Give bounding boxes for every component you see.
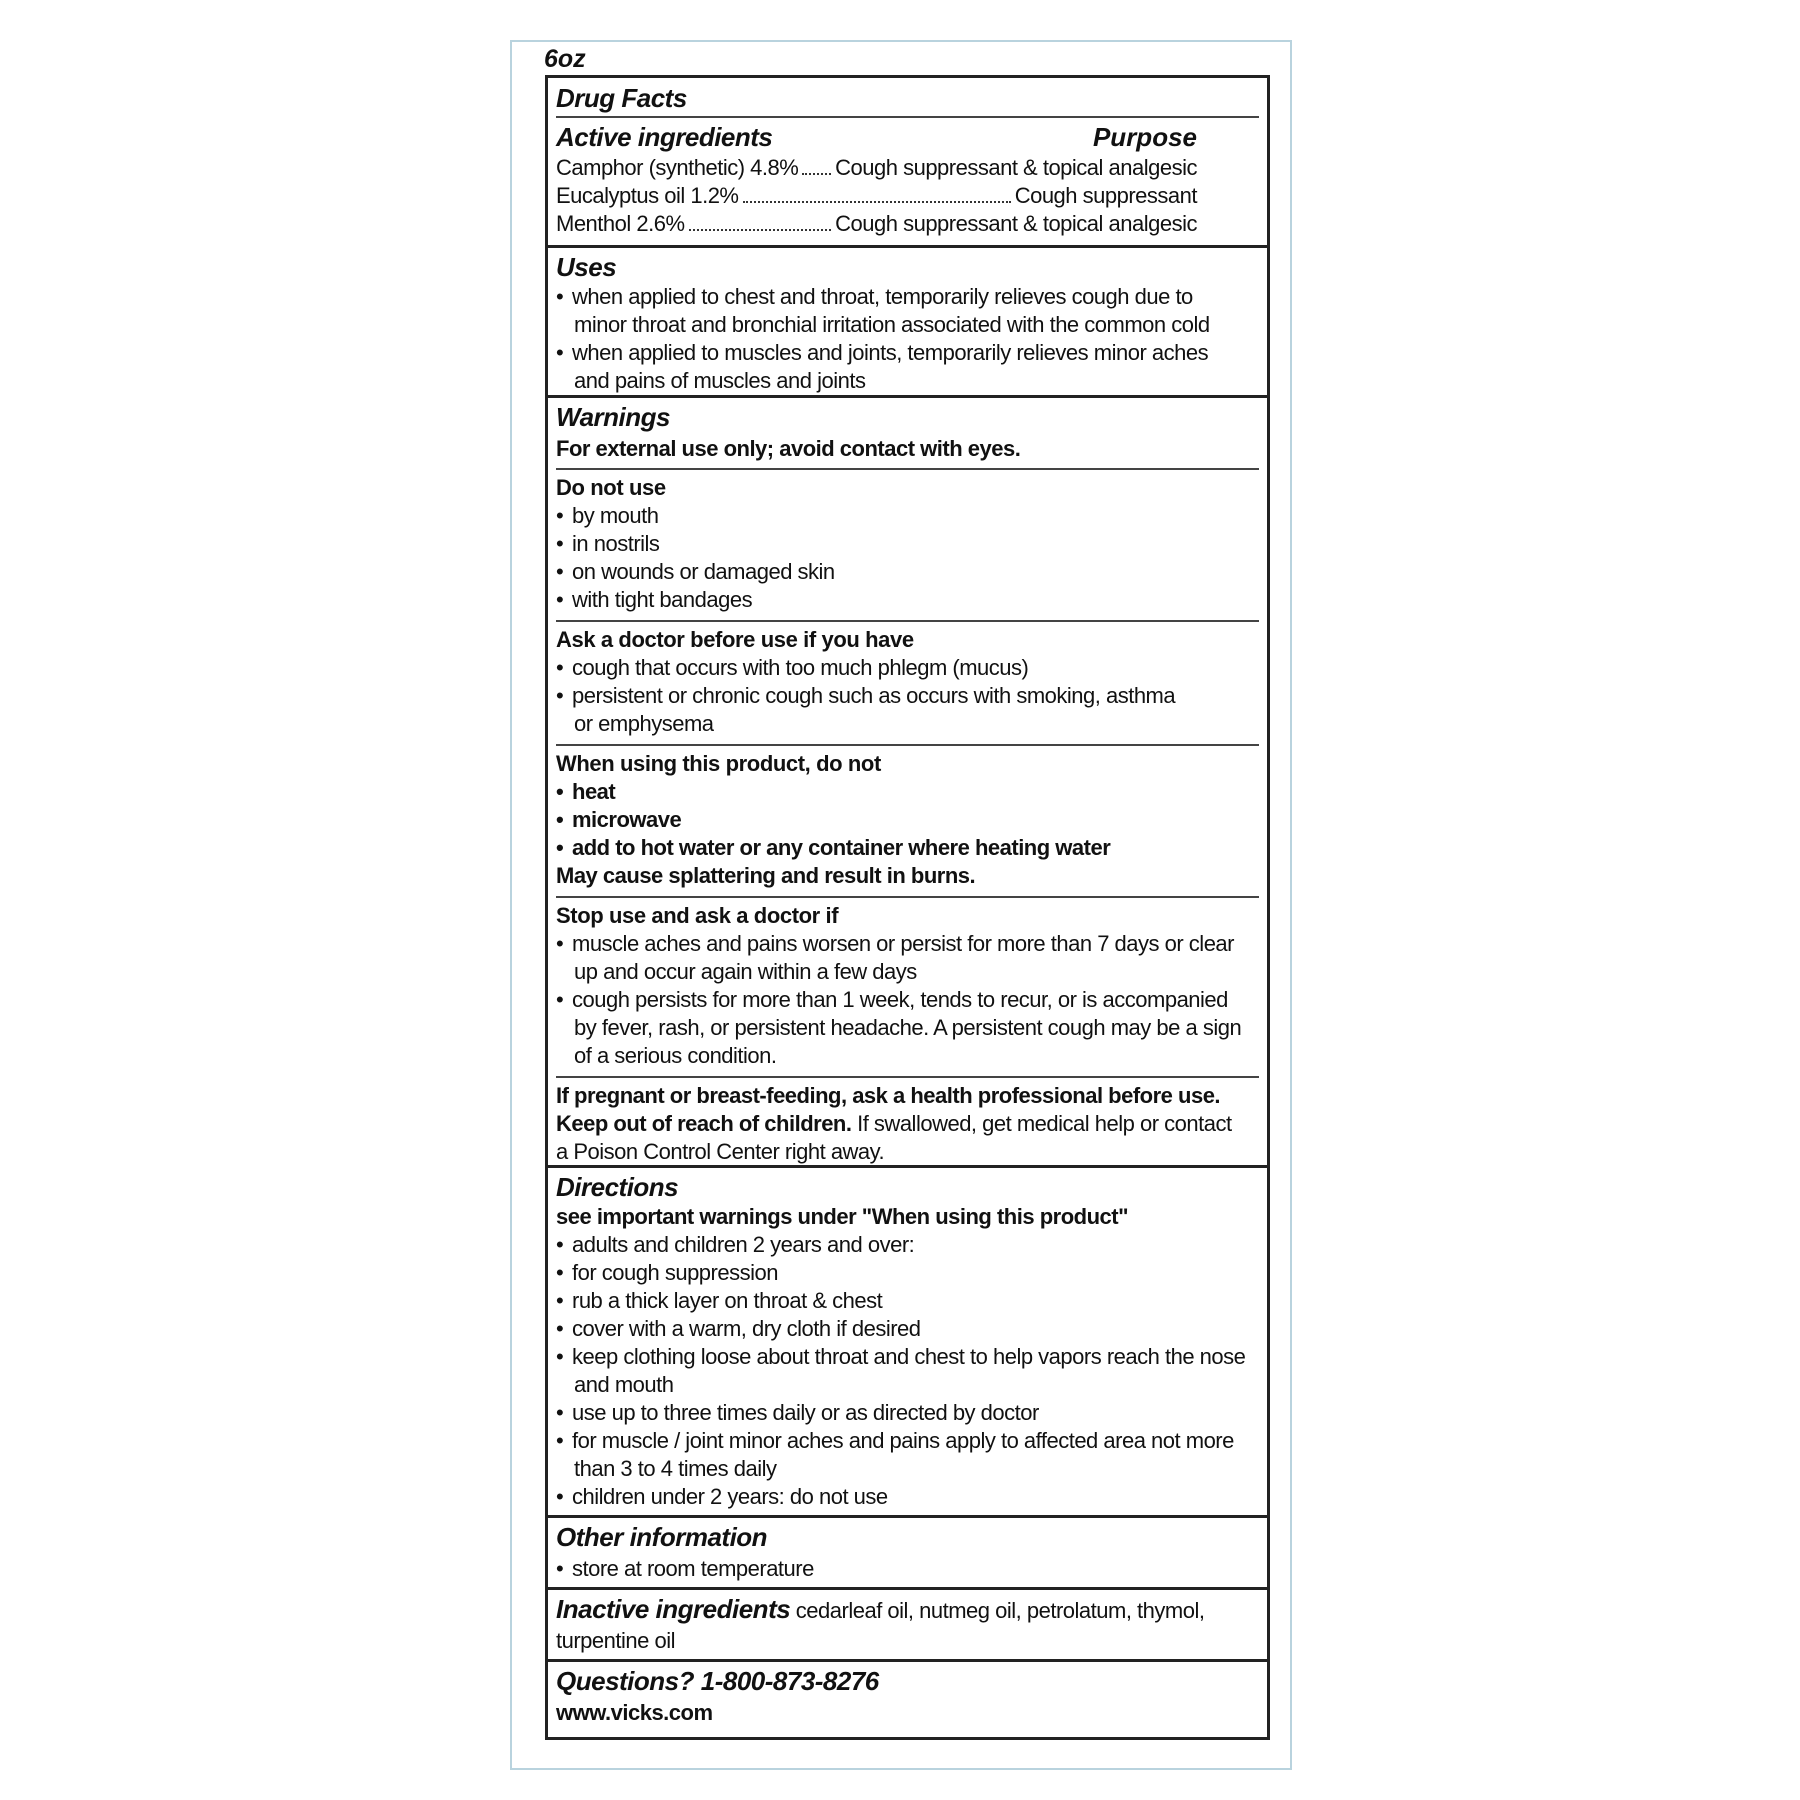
directions-item: [556, 1232, 914, 1258]
ask-doctor-text: cough that occurs with too much phlegm (mucus): [572, 655, 1029, 680]
when-using-item: [556, 779, 615, 805]
directions-text: keep clothing loose about throat and chest to help vapors reach the nose: [572, 1344, 1246, 1369]
do-not-use-item: [556, 559, 835, 585]
divider: [556, 116, 1259, 118]
do-not-use-heading: Do not use: [556, 475, 666, 500]
ingredient-purpose: Cough suppressant & topical analgesic: [835, 155, 1197, 180]
bullet-icon: •: [556, 931, 564, 956]
active-ingredients-heading: Active ingredients: [556, 122, 773, 152]
keep-out-of-reach: [556, 1111, 1232, 1137]
inactive-ingredients-continued: turpentine oil: [556, 1628, 675, 1653]
directions-text: rub a thick layer on throat & chest: [572, 1288, 883, 1313]
splatter-warning: May cause splattering and result in burns.: [556, 863, 976, 888]
stop-use-continued: by fever, rash, or persistent headache. A persistent cough may be a sign: [574, 1015, 1242, 1040]
do-not-use-item: [556, 503, 659, 529]
keep-out-bold: Keep out of reach of children.: [556, 1111, 852, 1136]
questions-section: [548, 1659, 1267, 1740]
ingredient-purpose: Cough suppressant: [1014, 183, 1197, 208]
inactive-ingredients-line: [556, 1594, 1204, 1625]
directions-text: cover with a warm, dry cloth if desired: [572, 1316, 921, 1341]
directions-subheading: see important warnings under "When using this product": [556, 1204, 1129, 1229]
directions-text: for muscle / joint minor aches and pains apply to affected area not more: [572, 1428, 1234, 1453]
keep-out-text: If swallowed, get medical help or contact: [851, 1111, 1232, 1136]
divider: [556, 1076, 1259, 1078]
bullet-icon: •: [556, 1428, 564, 1453]
directions-item: [556, 1344, 1245, 1370]
directions-text: use up to three times daily or as directed by doctor: [572, 1400, 1039, 1425]
bullet-icon: •: [556, 1556, 564, 1581]
bullet-icon: •: [556, 1288, 564, 1313]
inactive-ingredients-section: [548, 1587, 1267, 1662]
pregnancy-warning: If pregnant or breast-feeding, ask a health professional before use.: [556, 1083, 1221, 1108]
bullet-icon: •: [556, 340, 564, 365]
keep-out-continued: a Poison Control Center right away.: [556, 1139, 885, 1164]
bullet-icon: •: [556, 1344, 564, 1369]
bullet-icon: •: [556, 1484, 564, 1509]
do-not-use-item: [556, 531, 659, 557]
bullet-icon: •: [556, 835, 564, 860]
purpose-heading: Purpose: [1092, 122, 1197, 152]
directions-item: [556, 1484, 888, 1510]
ingredient-name: Menthol 2.6%: [556, 211, 685, 236]
ask-doctor-heading: Ask a doctor before use if you have: [556, 627, 914, 652]
directions-text: children under 2 years: do not use: [572, 1484, 888, 1509]
stop-use-heading: Stop use and ask a doctor if: [556, 903, 839, 928]
bullet-icon: •: [556, 559, 564, 584]
active-ingredient-row: [556, 183, 1197, 209]
bullet-icon: •: [556, 1260, 564, 1285]
when-using-text: add to hot water or any container where heating water: [572, 835, 1111, 860]
uses-heading: Uses: [556, 252, 617, 282]
uses-item-continued: and pains of muscles and joints: [574, 368, 866, 393]
uses-item-text: when applied to muscles and joints, temporarily relieves minor aches: [572, 340, 1209, 365]
bullet-icon: •: [556, 779, 564, 804]
divider: [556, 744, 1259, 746]
drug-facts-box: [545, 75, 1270, 1740]
bullet-icon: •: [556, 587, 564, 612]
bullet-icon: •: [556, 1232, 564, 1257]
uses-section: [548, 245, 1267, 398]
ask-doctor-item: [556, 655, 1028, 681]
inactive-ingredients-text: cedarleaf oil, nutmeg oil, petrolatum, thymol,: [790, 1598, 1205, 1623]
stop-use-item: [556, 931, 1234, 957]
bullet-icon: •: [556, 807, 564, 832]
directions-heading: Directions: [556, 1172, 679, 1202]
uses-item: [556, 340, 1208, 366]
other-info-section: [548, 1515, 1267, 1590]
divider: [556, 620, 1259, 622]
divider: [556, 468, 1259, 470]
when-using-heading: When using this product, do not: [556, 751, 881, 776]
bullet-icon: •: [556, 531, 564, 556]
warnings-heading: Warnings: [556, 402, 670, 432]
uses-item: [556, 284, 1193, 310]
bullet-icon: •: [556, 683, 564, 708]
stop-use-continued: up and occur again within a few days: [574, 959, 917, 984]
do-not-use-item: [556, 587, 752, 613]
bullet-icon: •: [556, 503, 564, 528]
leader-dots: [689, 211, 832, 231]
ingredient-name: Eucalyptus oil 1.2%: [556, 183, 739, 208]
directions-item: [556, 1288, 882, 1314]
directions-continued: and mouth: [574, 1372, 674, 1397]
directions-text: adults and children 2 years and over:: [572, 1232, 915, 1257]
directions-item: [556, 1428, 1234, 1454]
bullet-icon: •: [556, 284, 564, 309]
other-info-heading: Other information: [556, 1522, 768, 1552]
stop-use-continued: of a serious condition.: [574, 1043, 777, 1068]
active-ingredient-row: [556, 211, 1197, 237]
ask-doctor-continued: or emphysema: [574, 711, 714, 736]
do-not-use-text: with tight bandages: [572, 587, 753, 612]
when-using-text: heat: [572, 779, 616, 804]
stop-use-text: cough persists for more than 1 week, tends to recur, or is accompanied: [572, 987, 1228, 1012]
questions-heading: Questions? 1-800-873-8276: [556, 1666, 879, 1696]
bullet-icon: •: [556, 987, 564, 1012]
directions-continued: than 3 to 4 times daily: [574, 1456, 777, 1481]
inactive-ingredients-heading: Inactive ingredients: [556, 1594, 791, 1624]
directions-text: for cough suppression: [572, 1260, 778, 1285]
when-using-item: [556, 807, 681, 833]
do-not-use-text: in nostrils: [572, 531, 660, 556]
external-use-warning: For external use only; avoid contact with eyes.: [556, 436, 1021, 461]
when-using-text: microwave: [572, 807, 682, 832]
directions-item: [556, 1400, 1039, 1426]
leader-dots: [802, 155, 831, 175]
leader-dots: [743, 183, 1011, 203]
stop-use-text: muscle aches and pains worsen or persist for more than 7 days or clear: [572, 931, 1234, 956]
uses-item-text: when applied to chest and throat, temporarily relieves cough due to: [572, 284, 1193, 309]
divider: [556, 896, 1259, 898]
bullet-icon: •: [556, 655, 564, 680]
active-ingredient-row: [556, 155, 1197, 181]
active-ingredients-section: [548, 78, 1267, 245]
do-not-use-text: on wounds or damaged skin: [572, 559, 835, 584]
uses-item-continued: minor throat and bronchial irritation associated with the common cold: [574, 312, 1210, 337]
label-panel: [510, 40, 1292, 1770]
ask-doctor-item: [556, 683, 1175, 709]
size-label: 6oz: [544, 45, 586, 73]
ingredient-purpose: Cough suppressant & topical analgesic: [835, 211, 1197, 236]
website-link[interactable]: www.vicks.com: [556, 1700, 713, 1725]
bullet-icon: •: [556, 1400, 564, 1425]
directions-section: [548, 1165, 1267, 1518]
other-info-item: [556, 1556, 814, 1582]
do-not-use-text: by mouth: [572, 503, 659, 528]
directions-item: [556, 1260, 778, 1286]
ask-doctor-text: persistent or chronic cough such as occurs with smoking, asthma: [572, 683, 1176, 708]
directions-item: [556, 1316, 921, 1342]
stop-use-item: [556, 987, 1228, 1013]
bullet-icon: •: [556, 1316, 564, 1341]
other-info-text: store at room temperature: [572, 1556, 814, 1581]
ingredient-name: Camphor (synthetic) 4.8%: [556, 155, 799, 180]
drug-facts-title: Drug Facts: [556, 83, 687, 113]
warnings-section: [548, 395, 1267, 1168]
when-using-item: [556, 835, 1110, 861]
